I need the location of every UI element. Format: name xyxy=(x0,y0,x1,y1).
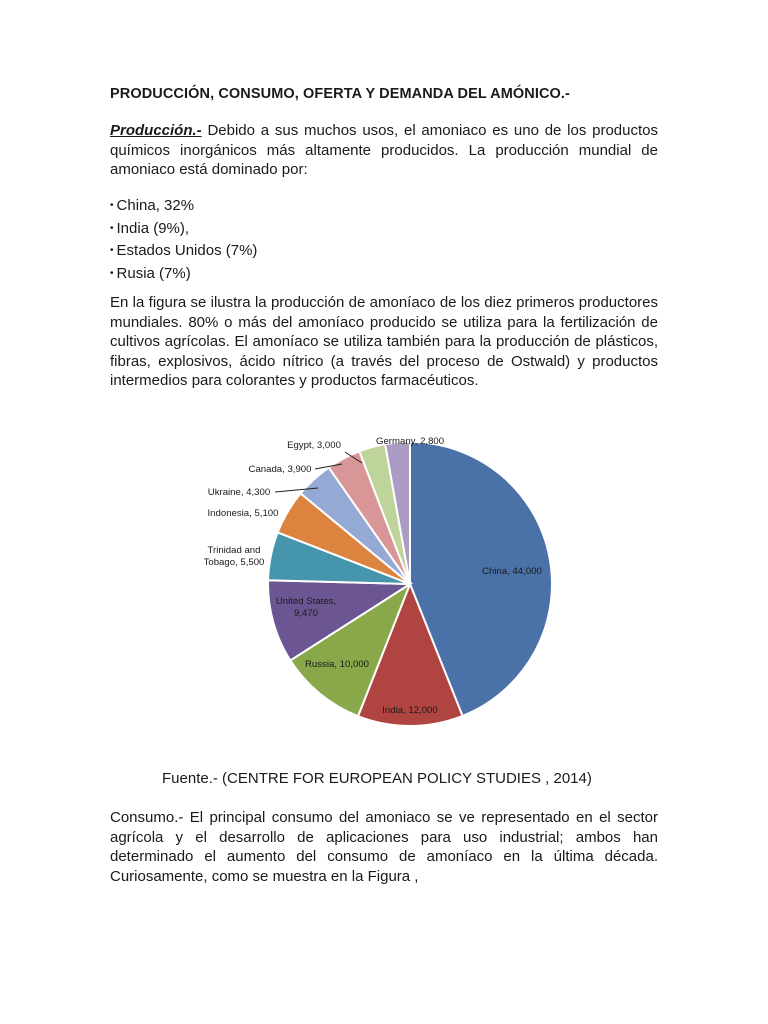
slice-label-ukraine: Ukraine, 4,300 xyxy=(207,487,271,498)
production-paragraph xyxy=(110,121,658,180)
page-title: PRODUCCIÓN, CONSUMO, OFERTA Y DEMANDA DEL AMÓNICO.- xyxy=(110,86,570,102)
production-text: Debido a sus muchos usos, el amoniaco es uno de los productos químicos inorgánicos más altamente producidos. La producción mundial de amoniaco está dominado por: xyxy=(110,122,658,178)
slice-label-trinidad-and-tobago: Trinidad and Tobago, 5,500 xyxy=(203,545,265,568)
slice-label-india: India, 12,000 xyxy=(382,705,438,716)
consumption-paragraph: Consumo.- El principal consumo del amoniaco se ve representado en el sector agrícola y el desarrollo de aplicaciones para uso industrial; ambos han determinado el aumento del consumo de amoníaco en la última década. Curiosamente, como se muestra en la Figura , xyxy=(110,809,658,885)
slice-label-united-states: United States, 9,470 xyxy=(275,596,337,619)
slice-label-egypt: Egypt, 3,000 xyxy=(287,440,341,451)
list-item: • India (9%), xyxy=(110,219,257,242)
slice-label-germany: Germany, 2,800 xyxy=(376,436,445,447)
production-heading: Producción.- xyxy=(110,122,202,139)
pie-chart xyxy=(170,430,570,730)
figure-paragraph: En la figura se ilustra la producción de amoníaco de los diez primeros productores mundiales. 80% o más del amoníaco producido se utiliza para la fertilización de cultivos agrícolas. El amoníaco se utiliza también para la producción de plásticos, fibras, explosivos, ácido nítrico (a través del proceso de Ostwald) y productos intermedios para colorantes y productos farmacéuticos. xyxy=(110,294,658,389)
slice-label-canada: Canada, 3,900 xyxy=(248,464,312,475)
list-item: • Rusia (7%) xyxy=(110,264,257,287)
slice-label-russia: Russia, 10,000 xyxy=(305,659,369,670)
list-item: • China, 32% xyxy=(110,196,257,219)
slice-label-china: China, 44,000 xyxy=(482,566,542,577)
slice-label-indonesia: Indonesia, 5,100 xyxy=(207,508,279,519)
list-item: • Estados Unidos (7%) xyxy=(110,241,257,264)
figure-source: Fuente.- (CENTRE FOR EUROPEAN POLICY STUDIES , 2014) xyxy=(162,770,592,787)
producer-list xyxy=(110,196,257,286)
